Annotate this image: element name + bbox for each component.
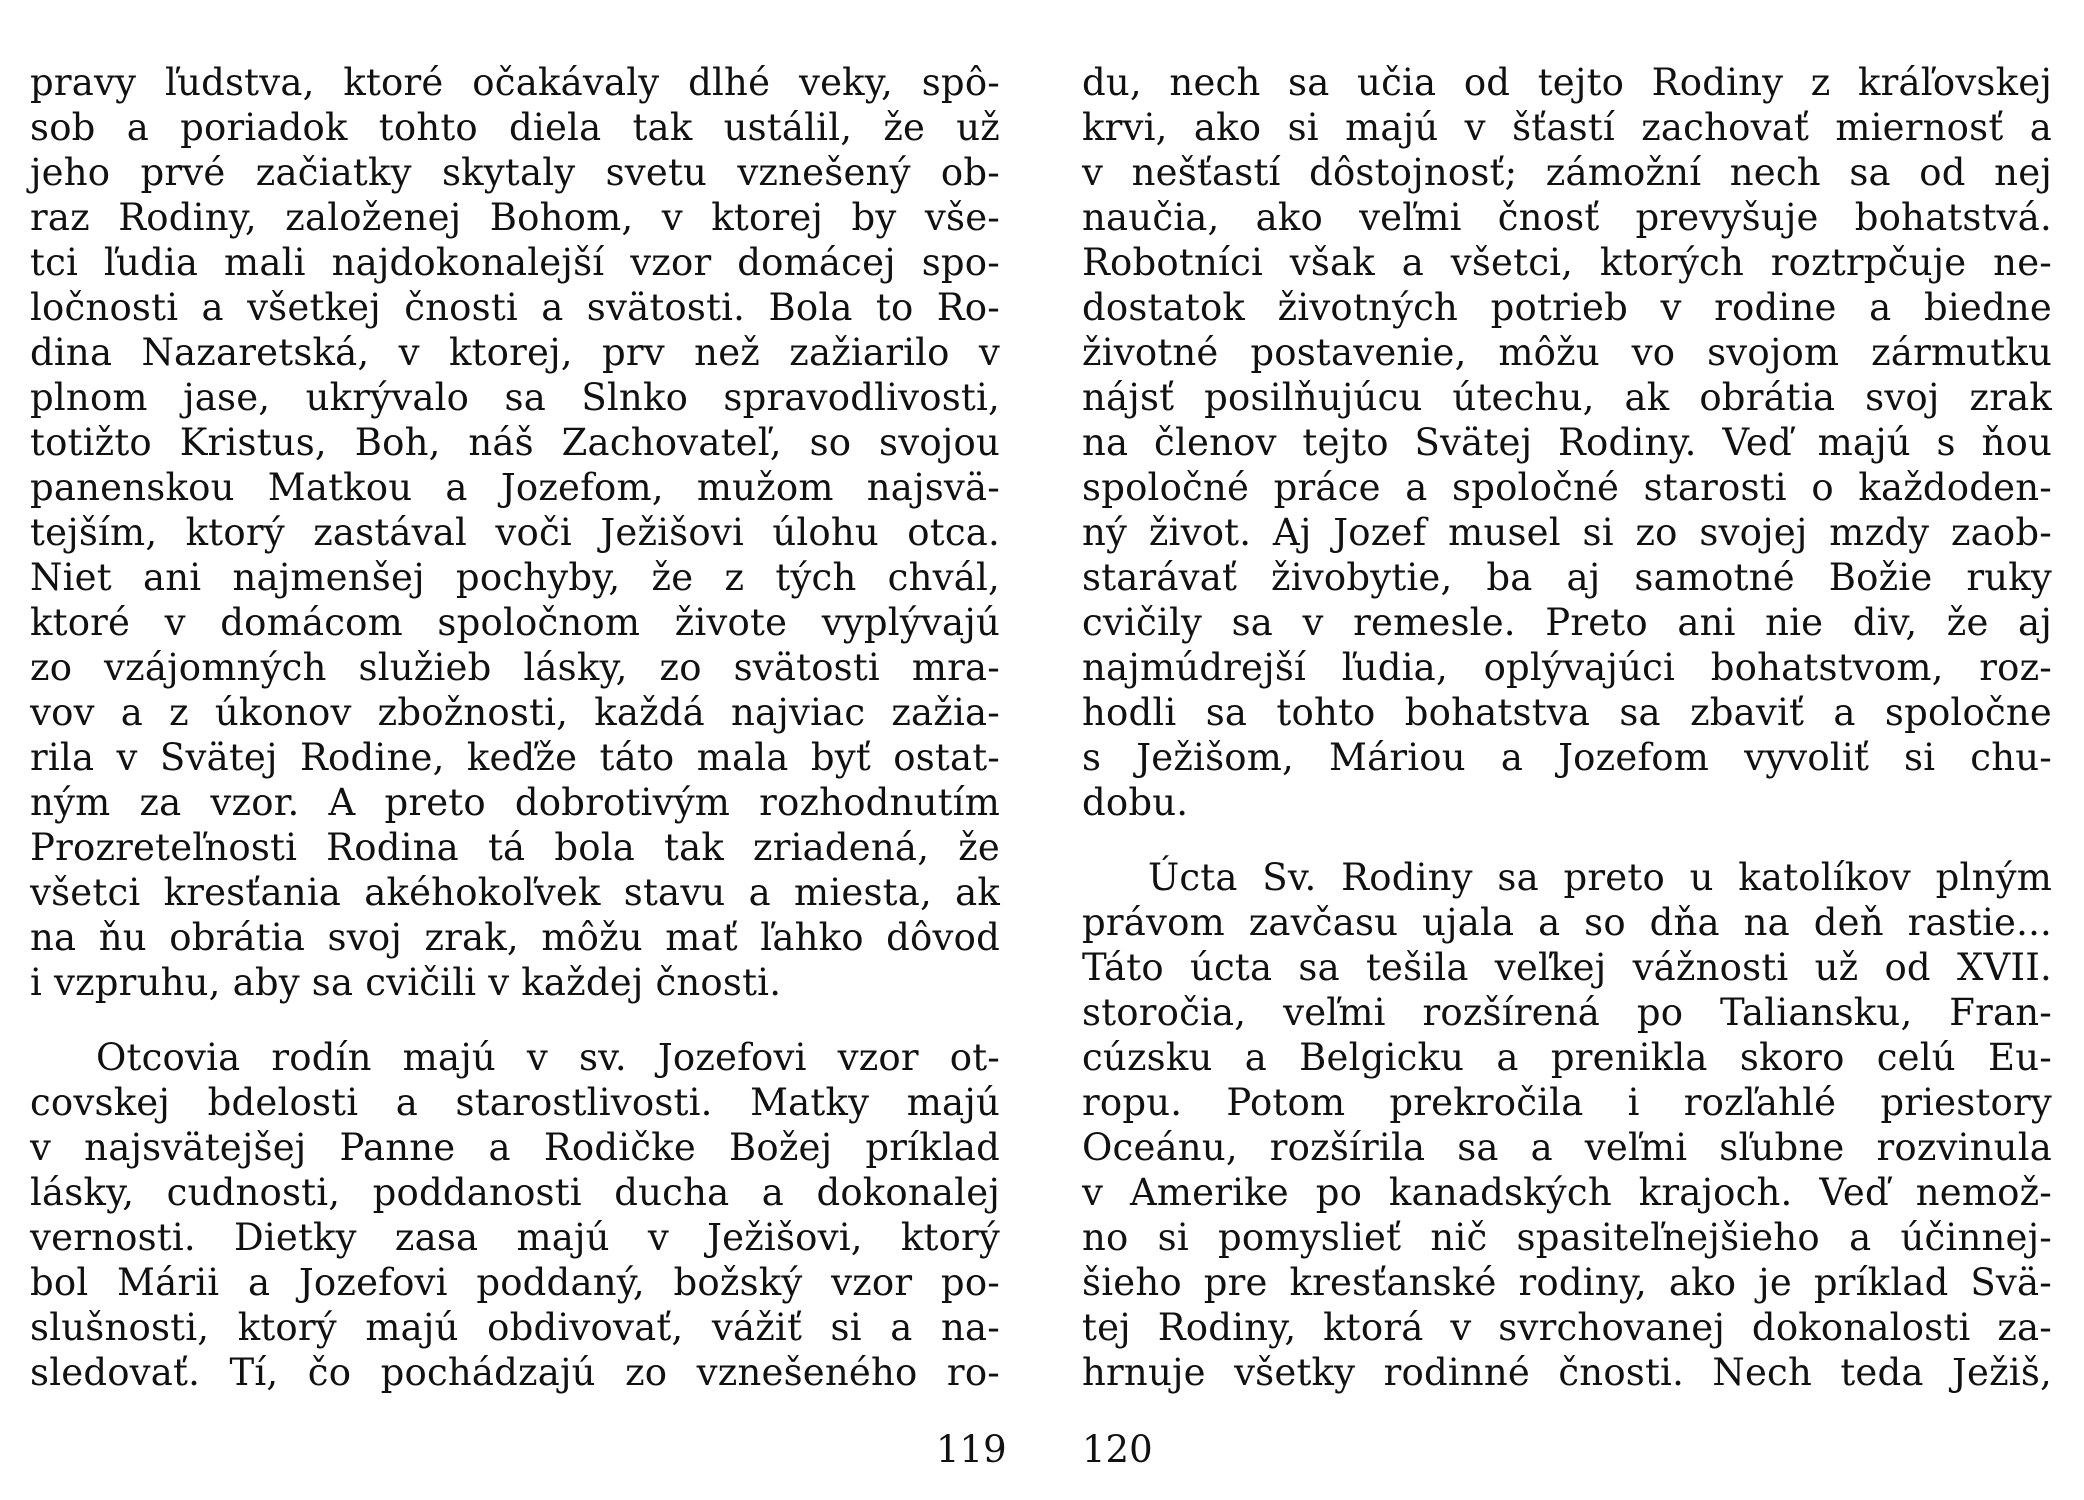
text-line: ný život. Aj Jozef musel si zo svojej mzdy zaob- bbox=[1082, 511, 2052, 554]
text-line: na členov tejto Svätej Rodiny. Veď majú s ňou bbox=[1082, 421, 2052, 464]
text-line: bol Márii a Jozefovi poddaný, božský vzor po- bbox=[30, 1261, 1000, 1304]
text-line: v Amerike po kanadských krajoch. Veď nemož- bbox=[1082, 1171, 2052, 1214]
text-line: i vzpruhu, aby sa cvičili v každej čnosti. bbox=[30, 961, 782, 1004]
text-line: s Ježišom, Máriou a Jozefom vyvoliť si chu- bbox=[1082, 736, 2052, 779]
text-line: všetci kresťania akéhokoľvek stavu a miesta, ak bbox=[30, 871, 1000, 914]
text-line: du, nech sa učia od tejto Rodiny z kráľovskej bbox=[1082, 61, 2052, 104]
text-line: pravy ľudstva, ktoré očakávaly dlhé veky, spô- bbox=[30, 61, 1000, 104]
text-line: právom zavčasu ujala a so dňa na deň rastie... bbox=[1082, 901, 2052, 944]
left-page bbox=[30, 60, 1000, 1395]
text-line: krvi, ako si majú v šťastí zachovať miernosť a bbox=[1082, 106, 2052, 149]
text-line: Otcovia rodín majú v sv. Jozefovi vzor ot- bbox=[96, 1036, 1000, 1079]
paragraph bbox=[1082, 60, 2052, 825]
text-line: Úcta Sv. Rodiny sa preto u katolíkov plným bbox=[1148, 856, 2052, 899]
text-line: lásky, cudnosti, poddanosti ducha a dokonalej bbox=[30, 1171, 1000, 1214]
text-line: plnom jase, ukrývalo sa Slnko spravodlivosti, bbox=[30, 376, 1000, 419]
text-line: v nešťastí dôstojnosť; zámožní nech sa od nej bbox=[1082, 151, 2052, 194]
text-line: vov a z úkonov zbožnosti, každá najviac zažia- bbox=[30, 691, 1000, 734]
text-line: panenskou Matkou a Jozefom, mužom najsvä- bbox=[30, 466, 1000, 509]
text-line: ločnosti a všetkej čnosti a svätosti. Bola to Ro- bbox=[30, 286, 1000, 329]
text-line: v najsvätejšej Panne a Rodičke Božej príklad bbox=[30, 1126, 1000, 1169]
text-line: životné postavenie, môžu vo svojom zármutku bbox=[1082, 331, 2052, 374]
paragraph-gap bbox=[30, 1005, 1000, 1035]
text-line: Táto úcta sa tešila veľkej vážnosti už od XVII. bbox=[1082, 946, 2052, 989]
text-line: cvičily sa v remesle. Preto ani nie div, že aj bbox=[1082, 601, 2052, 644]
paragraph bbox=[30, 1035, 1000, 1395]
text-line: jeho prvé začiatky skytaly svetu vznešený ob- bbox=[30, 151, 1000, 194]
text-line: tci ľudia mali najdokonalejší vzor domácej spo- bbox=[30, 241, 1000, 284]
text-line: rila v Svätej Rodine, keďže táto mala byť ostat- bbox=[30, 736, 1000, 779]
text-line: vernosti. Dietky zasa majú v Ježišovi, ktorý bbox=[30, 1216, 1000, 1259]
text-line: ným za vzor. A preto dobrotivým rozhodnutím bbox=[30, 781, 1000, 824]
text-line: hrnuje všetky rodinné čnosti. Nech teda Ježiš, bbox=[1082, 1351, 2052, 1394]
text-line: totižto Kristus, Boh, náš Zachovateľ, so svojou bbox=[30, 421, 1000, 464]
text-line: Prozreteľnosti Rodina tá bola tak zriadená, že bbox=[30, 826, 1000, 869]
text-line: dobu. bbox=[1082, 781, 1189, 824]
text-line: Robotníci však a všetci, ktorých roztrpčuje ne- bbox=[1082, 241, 2052, 284]
text-line: šieho pre kresťanské rodiny, ako je príklad Svä- bbox=[1082, 1261, 2052, 1304]
text-line: tej Rodiny, ktorá v svrchovanej dokonalosti za- bbox=[1082, 1306, 2052, 1349]
text-line: sob a poriadok tohto diela tak ustálil, že už bbox=[30, 106, 1000, 149]
text-line: dostatok životných potrieb v rodine a biedne bbox=[1082, 286, 2052, 329]
text-line: nájsť posilňujúcu útechu, ak obrátia svoj zrak bbox=[1082, 376, 2052, 419]
text-line: ropu. Potom prekročila i rozľahlé priestory bbox=[1082, 1081, 2052, 1124]
text-line: tejším, ktorý zastával voči Ježišovi úlohu otca. bbox=[30, 511, 1000, 554]
text-line: no si pomyslieť nič spasiteľnejšieho a účinnej- bbox=[1082, 1216, 2052, 1259]
text-line: slušnosti, ktorý majú obdivovať, vážiť si a na- bbox=[30, 1306, 1000, 1349]
text-line: sledovať. Tí, čo pochádzajú zo vznešeného ro- bbox=[30, 1351, 1000, 1394]
right-page bbox=[1082, 60, 2052, 1395]
text-line: covskej bdelosti a starostlivosti. Matky majú bbox=[30, 1081, 1000, 1124]
text-line: najmúdrejší ľudia, oplývajúci bohatstvom, roz- bbox=[1082, 646, 2052, 689]
text-line: raz Rodiny, založenej Bohom, v ktorej by vše- bbox=[30, 196, 1000, 239]
text-line: Niet ani najmenšej pochyby, že z tých chvál, bbox=[30, 556, 1000, 599]
text-line: spoločné práce a spoločné starosti o každoden- bbox=[1082, 466, 2052, 509]
paragraph-gap bbox=[1082, 825, 2052, 855]
text-line: naučia, ako veľmi čnosť prevyšuje bohatstvá. bbox=[1082, 196, 2052, 239]
paragraph bbox=[30, 60, 1000, 1005]
paragraph bbox=[1082, 855, 2052, 1395]
text-line: na ňu obrátia svoj zrak, môžu mať ľahko dôvod bbox=[30, 916, 1000, 959]
text-line: dina Nazaretská, v ktorej, prv než zažiarilo v bbox=[30, 331, 1000, 374]
text-line: hodli sa tohto bohatstva sa zbaviť a spoločne bbox=[1082, 691, 2052, 734]
text-line: starávať živobytie, ba aj samotné Božie ruky bbox=[1082, 556, 2052, 599]
page-number: 120 bbox=[1082, 1428, 1153, 1471]
page-number: 119 bbox=[936, 1428, 1007, 1471]
text-line: ktoré v domácom spoločnom živote vyplývajú bbox=[30, 601, 1000, 644]
text-line: storočia, veľmi rozšírená po Taliansku, Fran- bbox=[1082, 991, 2052, 1034]
text-line: Oceánu, rozšírila sa a veľmi sľubne rozvinula bbox=[1082, 1126, 2052, 1169]
text-line: cúzsku a Belgicku a prenikla skoro celú Eu- bbox=[1082, 1036, 2052, 1079]
text-line: zo vzájomných služieb lásky, zo svätosti mra- bbox=[30, 646, 1000, 689]
